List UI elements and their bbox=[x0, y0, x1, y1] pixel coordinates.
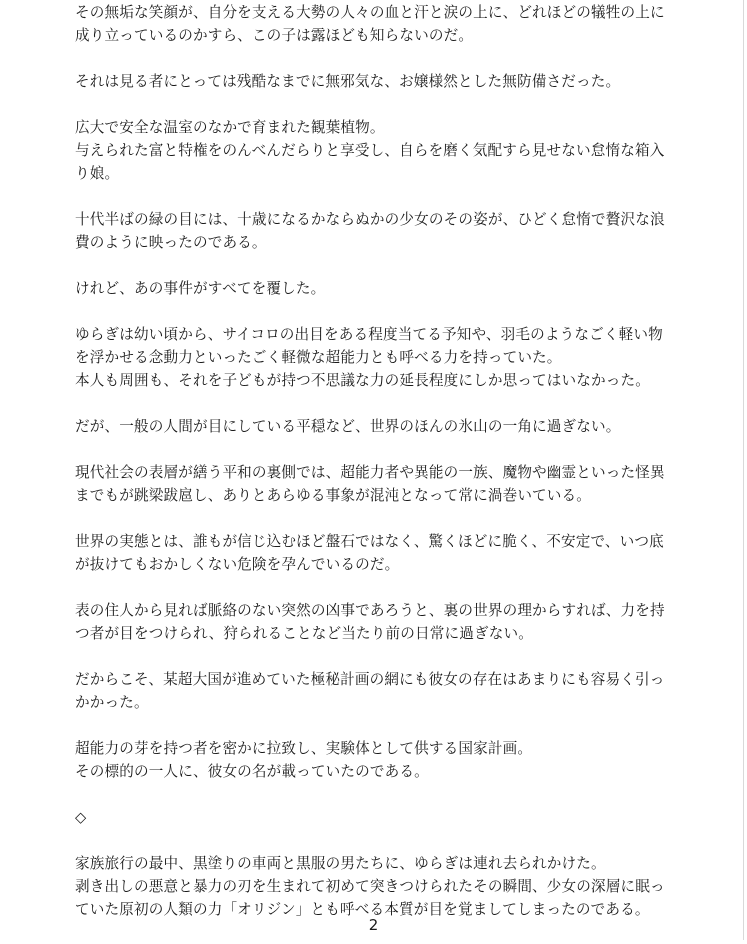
text-line: けれど、あの事件がすべてを覆した。 bbox=[75, 280, 326, 297]
text-line: 現代社会の表層が繕う平和の裏側では、超能力者や異能の一族、魔物や幽霊といった怪異 bbox=[75, 464, 665, 481]
text-line: 世界の実態とは、誰もが信じ込むほど盤石ではなく、驚くほどに脆く、不安定で、いつ底 bbox=[75, 533, 664, 550]
paragraph bbox=[75, 668, 685, 714]
paragraph bbox=[75, 208, 685, 254]
paragraph bbox=[75, 323, 685, 392]
text-line: その標的の一人に、彼女の名が載っていたのである。 bbox=[75, 763, 429, 780]
text-line: 剥き出しの悪意と暴力の刃を生まれて初めて突きつけられたその瞬間、少女の深層に眠っ bbox=[75, 878, 665, 895]
text-line: 家族旅行の最中、黒塗りの車両と黒服の男たちに、ゆらぎは連れ去られかけた。 bbox=[75, 855, 606, 872]
text-line: だからこそ、某超大国が進めていた極秘計画の網にも彼女の存在はあまりにも容易く引っ bbox=[75, 671, 665, 688]
text-line: 与えられた富と特権をのんべんだらりと享受し、自らを磨く気配すら見せない怠惰な箱入 bbox=[75, 142, 665, 159]
text-line: 成り立っているのかすら、この子は露ほども知らないのだ。 bbox=[75, 27, 474, 44]
text-line: だが、一般の人間が目にしている平穏など、世界のほんの氷山の一角に過ぎない。 bbox=[75, 418, 621, 435]
text-line: ◇ bbox=[75, 809, 87, 826]
text-line: が抜けてもおかしくない危険を孕んでいるのだ。 bbox=[75, 556, 400, 573]
page-number: 2 bbox=[368, 916, 379, 934]
text-line: ていた原初の人類の力「オリジン」とも呼べる本質が目を覚ましてしまったのである。 bbox=[75, 901, 650, 918]
text-line: それは見る者にとっては残酷なまでに無邪気な、お嬢様然とした無防備さだった。 bbox=[75, 73, 621, 90]
document-body bbox=[75, 1, 685, 944]
paragraph bbox=[75, 806, 685, 829]
paragraph bbox=[75, 277, 685, 300]
paragraph bbox=[75, 737, 685, 783]
text-line: その無垢な笑顔が、自分を支える大勢の人々の血と汗と涙の上に、どれほどの犠牲の上に bbox=[75, 4, 665, 21]
text-line: を浮かせる念動力といったごく軽微な超能力とも呼べる力を持っていた。 bbox=[75, 349, 562, 366]
page-edge-divider bbox=[743, 0, 744, 940]
paragraph bbox=[75, 852, 685, 921]
text-line: 表の住人から見れば脈絡のない突然の凶事であろうと、裏の世界の理からすれば、力を持 bbox=[75, 602, 665, 619]
text-line: 十代半ばの緑の目には、十歳になるかならぬかの少女のその姿が、ひどく怠惰で贅沢な浪 bbox=[75, 211, 665, 228]
paragraph bbox=[75, 461, 685, 507]
paragraph bbox=[75, 530, 685, 576]
paragraph bbox=[75, 1, 685, 47]
text-line: ゆらぎは幼い頃から、サイコロの出目をある程度当てる予知や、羽毛のようなごく軽い物 bbox=[75, 326, 663, 343]
paragraph bbox=[75, 415, 685, 438]
text-line: かかった。 bbox=[75, 694, 149, 711]
text-line: 本人も周囲も、それを子どもが持つ不思議な力の延長程度にしか思ってはいなかった。 bbox=[75, 372, 651, 389]
paragraph bbox=[75, 599, 685, 645]
text-line: 費のように映ったのである。 bbox=[75, 234, 267, 251]
text-line: つ者が目をつけられ、狩られることなど当たり前の日常に過ぎない。 bbox=[75, 625, 533, 642]
paragraph bbox=[75, 116, 685, 185]
text-line: 広大で安全な温室のなかで育まれた観葉植物。 bbox=[75, 119, 385, 136]
text-line: り娘。 bbox=[75, 165, 120, 182]
text-line: 超能力の芽を持つ者を密かに拉致し、実験体として供する国家計画。 bbox=[75, 740, 533, 757]
text-line: までもが跳梁跋扈し、ありとあらゆる事象が混沌となって常に渦巻いている。 bbox=[75, 487, 592, 504]
paragraph bbox=[75, 70, 685, 93]
